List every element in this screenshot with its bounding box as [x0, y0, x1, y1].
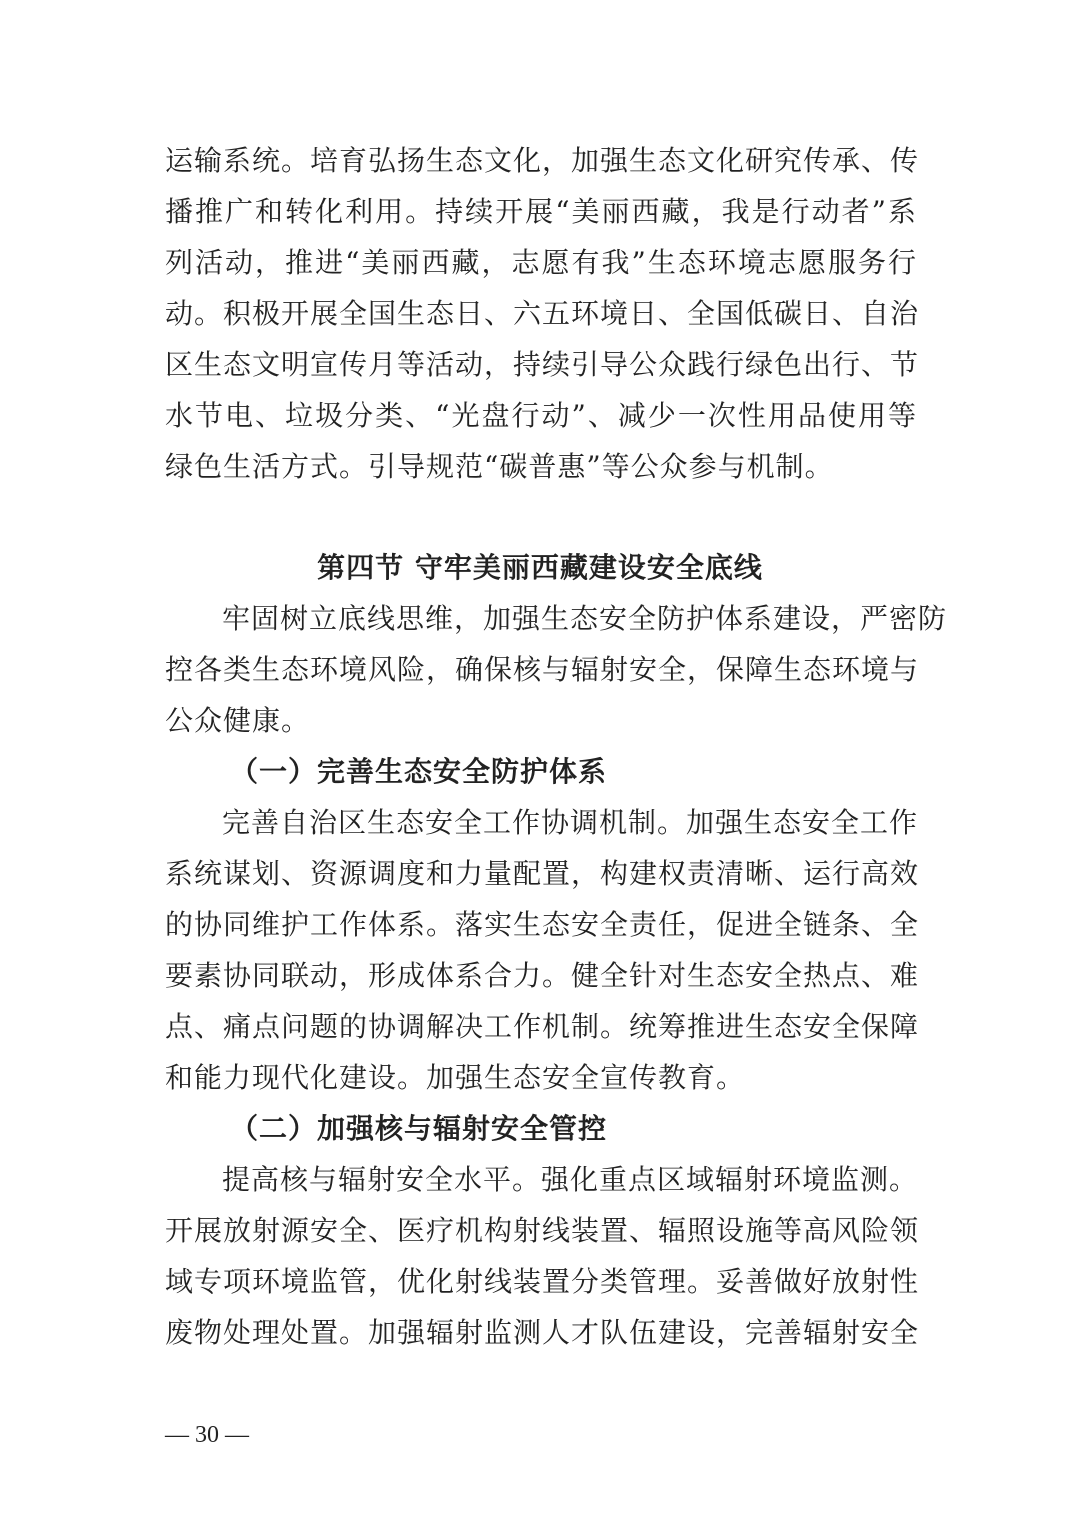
- paragraph-line: 牢固树立底线思维，加强生态安全防护体系建设，严密防: [222, 602, 948, 635]
- section-title: 第四节 守牢美丽西藏建设安全底线: [317, 551, 763, 584]
- subsection-title: （二）加强核与辐射安全管控: [230, 1112, 608, 1145]
- paragraph-line: 点、痛点问题的协调解决工作机制。统筹推进生态安全保障: [165, 1010, 920, 1043]
- paragraph-line: 动。积极开展全国生态日、六五环境日、全国低碳日、自治: [165, 297, 920, 330]
- paragraph-line: 播推广和转化利用。持续开展“美丽西藏，我是行动者”系: [165, 195, 917, 228]
- paragraph-line: 废物处理处置。加强辐射监测人才队伍建设，完善辐射安全: [165, 1316, 920, 1349]
- paragraph-line: 区生态文明宣传月等活动，持续引导公众践行绿色出行、节: [165, 348, 920, 381]
- paragraph-line: 开展放射源安全、医疗机构射线装置、辐照设施等高风险领: [165, 1214, 920, 1247]
- paragraph-line: 水节电、垃圾分类、“光盘行动”、减少一次性用品使用等: [165, 399, 917, 432]
- paragraph-line: 要素协同联动，形成体系合力。健全针对生态安全热点、难: [165, 959, 920, 992]
- page-number: — 30 —: [165, 1422, 249, 1448]
- paragraph-line: 域专项环境监管，优化射线装置分类管理。妥善做好放射性: [165, 1265, 920, 1298]
- paragraph-line: 控各类生态环境风险，确保核与辐射安全，保障生态环境与: [165, 653, 920, 686]
- paragraph-line: 的协同维护工作体系。落实生态安全责任，促进全链条、全: [165, 908, 920, 941]
- paragraph-line: 运输系统。培育弘扬生态文化，加强生态文化研究传承、传: [165, 144, 920, 177]
- paragraph-line: 公众健康。: [165, 704, 311, 737]
- paragraph-line: 绿色生活方式。引导规范“碳普惠”等公众参与机制。: [165, 450, 834, 483]
- paragraph-line: 系统谋划、资源调度和力量配置，构建权责清晰、运行高效: [165, 857, 920, 890]
- paragraph-line: 完善自治区生态安全工作协调机制。加强生态安全工作: [222, 806, 919, 839]
- paragraph-line: 提高核与辐射安全水平。强化重点区域辐射环境监测。: [222, 1163, 919, 1196]
- paragraph-line: 和能力现代化建设。加强生态安全宣传教育。: [165, 1061, 746, 1094]
- subsection-title: （一）完善生态安全防护体系: [230, 755, 608, 788]
- paragraph-line: 列活动，推进“美丽西藏，志愿有我”生态环境志愿服务行: [165, 246, 917, 279]
